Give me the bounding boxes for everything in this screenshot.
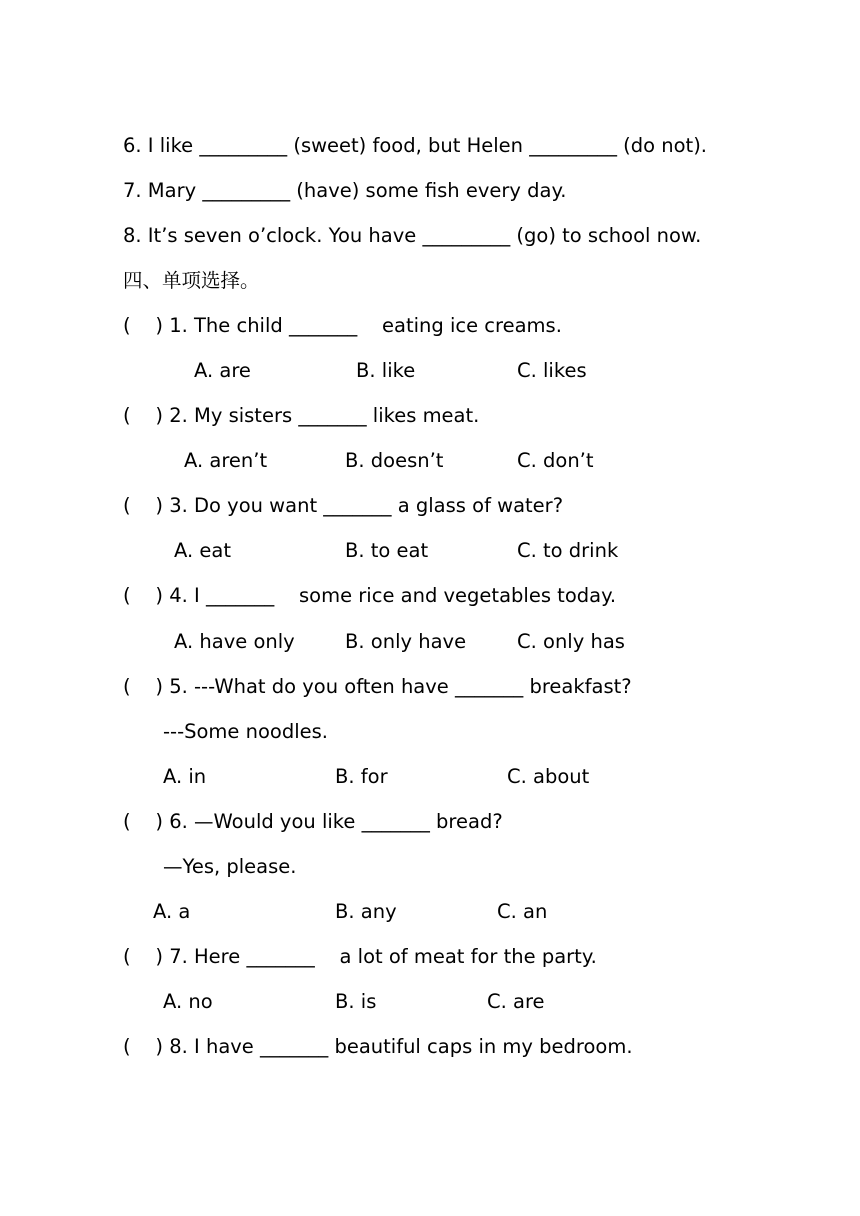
question-5-option-a: A. in [163,765,207,788]
question-4-stem: ( ) 4. I _______ some rice and vegetables today. [123,584,617,607]
question-3-option-a: A. eat [174,539,231,562]
question-7-option-b: B. is [335,990,377,1013]
question-7-option-c: C. are [487,990,545,1013]
question-2-option-c: C. don’t [517,449,594,472]
section-title: 四、单项选择。 [123,269,260,292]
question-2-stem: ( ) 2. My sisters _______ likes meat. [123,404,480,427]
fill-in-item-7: 7. Mary _________ (have) some fish every day. [123,179,567,202]
question-5-stem: ( ) 5. ---What do you often have _______ breakfast? [123,675,632,698]
question-5-option-c: C. about [507,765,590,788]
question-3-option-b: B. to eat [345,539,429,562]
question-5-option-b: B. for [335,765,388,788]
question-3-stem: ( ) 3. Do you want _______ a glass of water? [123,494,564,517]
question-6-option-a: A. a [153,900,191,923]
question-7-option-a: A. no [163,990,213,1013]
question-6-option-b: B. any [335,900,397,923]
question-1-stem: ( ) 1. The child _______ eating ice creams. [123,314,562,337]
question-1-option-b: B. like [356,359,416,382]
question-1-option-a: A. are [194,359,251,382]
question-7-stem: ( ) 7. Here _______ a lot of meat for the party. [123,945,597,968]
question-4-option-c: C. only has [517,630,625,653]
question-6-stem: ( ) 6. —Would you like _______ bread? [123,810,503,833]
question-2-option-b: B. doesn’t [345,449,444,472]
question-8-stem: ( ) 8. I have _______ beautiful caps in my bedroom. [123,1035,633,1058]
fill-in-item-6: 6. I like _________ (sweet) food, but Helen _________ (do not). [123,134,708,157]
question-6-answer: —Yes, please. [163,855,297,878]
fill-in-item-8: 8. It’s seven o’clock. You have _________ (go) to school now. [123,224,702,247]
question-4-option-b: B. only have [345,630,467,653]
question-3-option-c: C. to drink [517,539,619,562]
question-5-answer: ---Some noodles. [163,720,328,743]
question-2-option-a: A. aren’t [184,449,268,472]
question-4-option-a: A. have only [174,630,295,653]
question-6-option-c: C. an [497,900,548,923]
question-1-option-c: C. likes [517,359,587,382]
